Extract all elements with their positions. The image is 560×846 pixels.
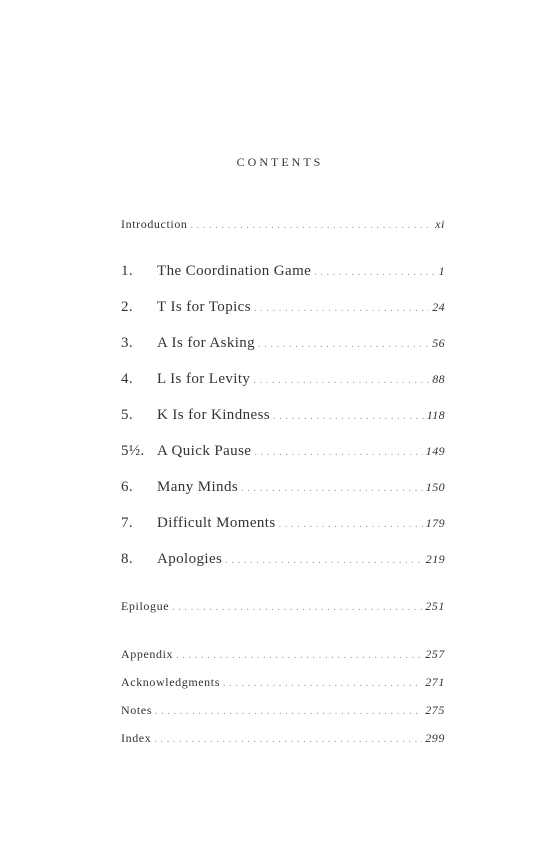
dot-leader [273, 411, 424, 422]
dot-leader [253, 375, 429, 386]
entry-label: Index [121, 731, 152, 745]
toc-entry-notes[interactable] [121, 703, 445, 718]
entry-label: A Quick Pause [157, 443, 252, 459]
entry-label: Appendix [121, 647, 174, 661]
entry-page: 56 [432, 336, 445, 350]
toc-entry-introduction[interactable] [121, 217, 445, 232]
dot-leader [279, 519, 423, 530]
toc-entry-chapter-8[interactable] [121, 551, 445, 568]
entry-page: 149 [425, 444, 445, 458]
entry-page: 118 [426, 408, 445, 422]
contents-title: CONTENTS [236, 155, 324, 169]
chapter-number: 3. [121, 335, 134, 351]
entry-page: 150 [425, 480, 445, 494]
chapter-number: 2. [121, 299, 134, 315]
entry-label: Apologies [157, 551, 223, 567]
entry-label: Epilogue [121, 599, 170, 613]
entry-page: 88 [432, 372, 445, 386]
dot-leader [254, 447, 422, 458]
dot-leader [172, 602, 422, 613]
chapter-number: 5½. [121, 443, 145, 459]
chapter-number: 7. [121, 515, 134, 531]
toc-entry-chapter-2[interactable] [121, 299, 445, 316]
toc-entry-epilogue[interactable] [121, 599, 445, 614]
toc-entry-chapter-5-half[interactable] [121, 443, 445, 460]
dot-leader [258, 339, 429, 350]
entry-page: 24 [432, 300, 445, 314]
dot-leader [254, 303, 429, 314]
entry-label: T Is for Topics [157, 299, 251, 315]
toc-entry-index[interactable] [121, 731, 445, 746]
entry-label: Many Minds [157, 479, 239, 495]
entry-label: A Is for Asking [157, 335, 256, 351]
entry-page: 299 [425, 731, 445, 745]
toc-entry-appendix[interactable] [121, 647, 445, 662]
toc-entry-chapter-6[interactable] [121, 479, 445, 496]
toc-entry-chapter-5[interactable] [121, 407, 445, 424]
chapter-number: 5. [121, 407, 134, 423]
entry-label: Introduction [121, 217, 188, 231]
chapter-number: 6. [121, 479, 134, 495]
entry-page: 179 [425, 516, 445, 530]
entry-label: The Coordination Game [157, 263, 312, 279]
chapter-number: 8. [121, 551, 134, 567]
toc-entry-chapter-3[interactable] [121, 335, 445, 352]
dot-leader [223, 678, 422, 689]
dot-leader [225, 555, 423, 566]
toc-entry-chapter-7[interactable] [121, 515, 445, 532]
dot-leader [176, 650, 422, 661]
entry-page: 271 [425, 675, 445, 689]
entry-page: xi [435, 217, 445, 231]
entry-page: 219 [425, 552, 445, 566]
entry-page: 275 [425, 703, 445, 717]
dot-leader [154, 734, 422, 745]
toc-entry-chapter-4[interactable] [121, 371, 445, 388]
dot-leader [241, 483, 423, 494]
dot-leader [191, 220, 433, 231]
entry-label: L Is for Levity [157, 371, 251, 387]
entry-label: Difficult Moments [157, 515, 276, 531]
entry-label: Acknowledgments [121, 675, 220, 689]
toc-entry-acknowledgments[interactable] [121, 675, 445, 690]
toc-entry-chapter-1[interactable] [121, 263, 445, 280]
entry-page: 1 [438, 264, 445, 278]
entry-label: K Is for Kindness [157, 407, 271, 423]
chapter-number: 1. [121, 263, 134, 279]
entry-page: 257 [425, 647, 445, 661]
entry-page: 251 [425, 599, 445, 613]
entry-label: Notes [121, 703, 152, 717]
chapter-number: 4. [121, 371, 134, 387]
dot-leader [155, 706, 422, 717]
dot-leader [314, 267, 435, 278]
